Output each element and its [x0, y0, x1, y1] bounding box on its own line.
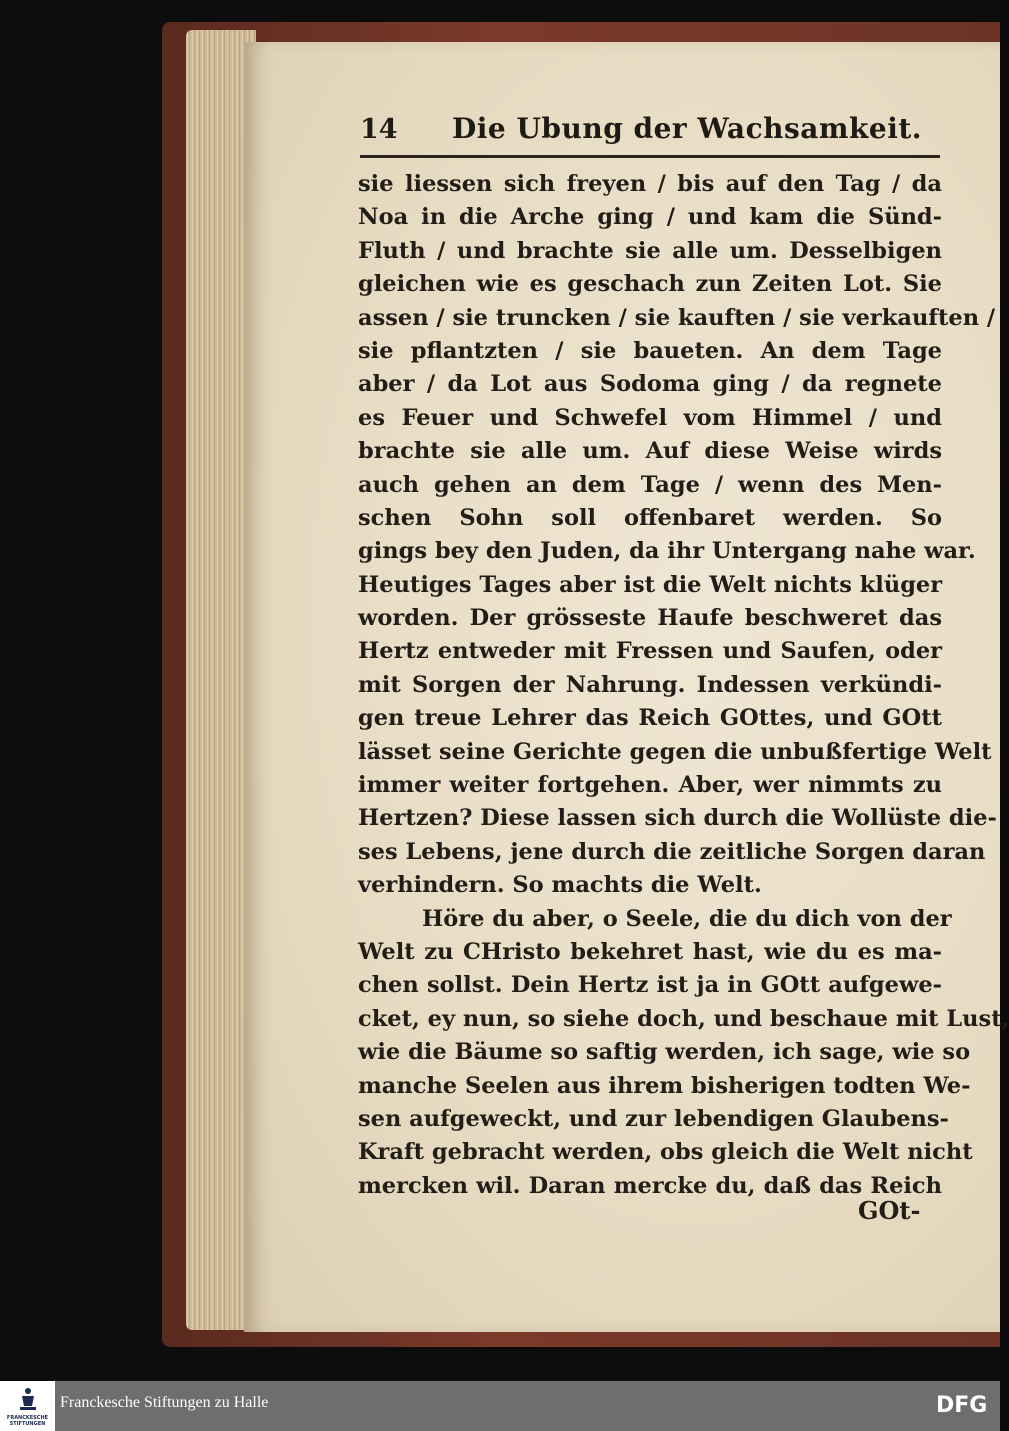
logo-text: FRANCKESCHE STIFTUNGEN	[6, 1415, 49, 1427]
text-line: lässet seine Gerichte gegen die unbußfertige Welt	[358, 738, 992, 765]
text-line: immer weiter fortgehen. Aber, wer nimmts zu	[358, 772, 942, 799]
catchword: GOt-	[858, 1196, 921, 1225]
text-line: aber / da Lot aus Sodoma ging / da regnete	[358, 371, 942, 398]
text-line: Höre du aber, o Seele, die du dich von der	[422, 905, 952, 932]
page-number: 14	[360, 114, 398, 145]
header-rule	[360, 155, 940, 158]
page-header	[360, 112, 940, 152]
text-line: Noa in die Arche ging / und kam die Sünd-	[358, 204, 942, 231]
institution-logo[interactable]	[0, 1381, 55, 1431]
running-title: Die Ubung der Wachsamkeit.	[452, 112, 923, 145]
text-line: gleichen wie es geschach zun Zeiten Lot. Sie	[358, 271, 942, 298]
text-line: sie liessen sich freyen / bis auf den Tag / da	[358, 171, 942, 197]
text-line: worden. Der grösseste Haufe beschweret das	[358, 605, 942, 632]
text-line: auch gehen an dem Tage / wenn des Men-	[358, 471, 942, 498]
text-line: Heutiges Tages aber ist die Welt nichts klüger	[358, 571, 943, 598]
body-text	[358, 168, 1009, 1203]
figure-icon	[18, 1387, 38, 1413]
text-line: Hertz entweder mit Fressen und Saufen, oder	[358, 638, 942, 665]
footer-bar	[0, 1381, 1000, 1431]
text-line: Fluth / und brachte sie alle um. Desselbigen	[358, 237, 942, 264]
text-line: gen treue Lehrer das Reich GOttes, und GOtt	[358, 705, 942, 732]
text-line: manche Seelen aus ihrem bisherigen todten We-	[358, 1072, 971, 1099]
text-line: sie pflantzten / sie baueten. An dem Tage	[358, 337, 942, 364]
text-line: cket, ey nun, so siehe doch, und beschaue mit Lust,	[358, 1005, 1009, 1032]
text-line: chen sollst. Dein Hertz ist ja in GOtt aufgewe-	[358, 972, 942, 999]
dfg-logo[interactable]: DFG	[936, 1393, 988, 1418]
text-line: verhindern. So machts die Welt.	[358, 872, 762, 899]
text-line: Welt zu CHristo bekehret hast, wie du es ma-	[358, 938, 942, 965]
text-line: wie die Bäume so saftig werden, ich sage, wie so	[358, 1039, 971, 1066]
text-line: schen Sohn soll offenbaret werden. So	[358, 504, 942, 531]
text-line: brachte sie alle um. Auf diese Weise wirds	[358, 438, 942, 465]
text-line: assen / sie truncken / sie kauften / sie verkauften /	[358, 304, 996, 331]
text-line: Hertzen? Diese lassen sich durch die Wollüste die-	[358, 805, 997, 832]
text-line: Kraft gebracht werden, obs gleich die Welt nicht	[358, 1139, 973, 1166]
text-line: mit Sorgen der Nahrung. Indessen verkündi-	[358, 671, 942, 698]
institution-name[interactable]: Franckesche Stiftungen zu Halle	[60, 1394, 269, 1411]
text-line: mercken wil. Daran mercke du, daß das Reich	[358, 1172, 942, 1199]
text-line: es Feuer und Schwefel vom Himmel / und	[358, 404, 942, 431]
text-line: sen aufgeweckt, und zur lebendigen Glaubens-	[358, 1105, 949, 1132]
text-line: ses Lebens, jene durch die zeitliche Sorgen daran	[358, 838, 986, 865]
text-line: gings bey den Juden, da ihr Untergang nahe war.	[358, 538, 976, 565]
